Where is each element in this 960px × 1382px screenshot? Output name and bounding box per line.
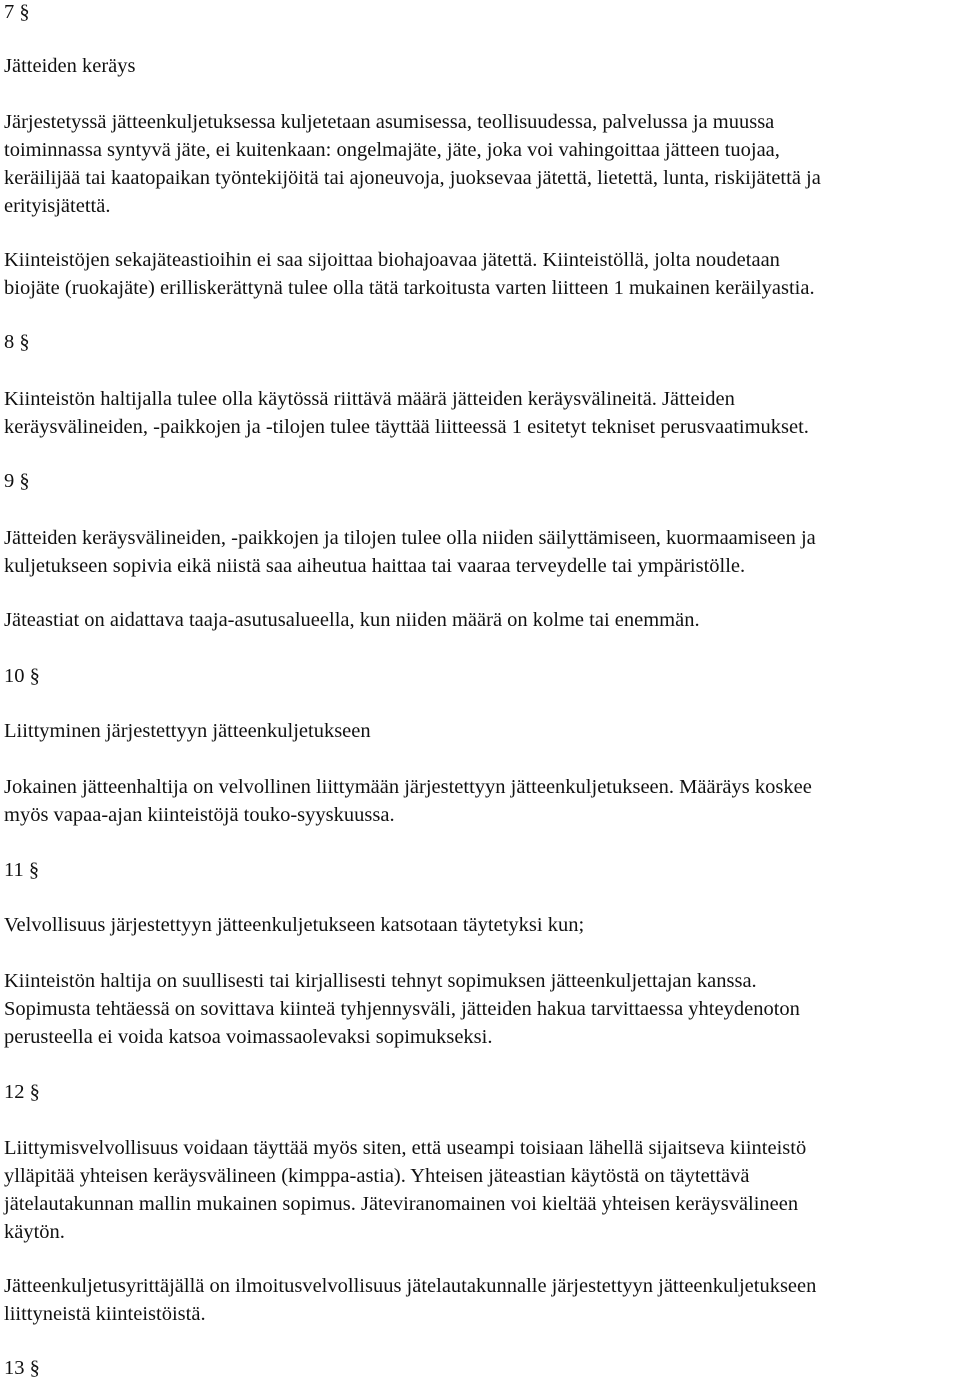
text-line: Jätteenkuljetusyrittäjällä on ilmoitusvelvollisuus jätelautakunnalle järjestettyyn jätteenkuljetukseen: [4, 1275, 817, 1297]
text-line: ylläpitää yhteisen keräysvälineen (kimppa-astia). Yhteisen jäteastian käytöstä on täytettävä: [4, 1165, 750, 1187]
section-9-paragraph-1: [4, 524, 958, 580]
text-line: Kiinteistön haltijalla tulee olla käytössä riittävä määrä jätteiden keräysvälineitä. Jätteiden: [4, 388, 735, 410]
section-heading: 12 §: [4, 1081, 40, 1103]
text-line: myös vapaa-ajan kiinteistöjä touko-syyskuussa.: [4, 804, 395, 826]
text-line: biojäte (ruokajäte) erilliskerättynä tulee olla tätä tarkoitusta varten liitteen 1 mukainen keräilyastia.: [4, 277, 815, 299]
section-12-paragraph-1: [4, 1134, 958, 1246]
text-line: perusteella ei voida katsoa voimassaolevaksi sopimukseksi.: [4, 1026, 493, 1048]
section-heading: 13 §: [4, 1357, 40, 1379]
text-line: Kiinteistön haltija on suullisesti tai kirjallisesti tehnyt sopimuksen jätteenkuljettajan kanssa.: [4, 970, 757, 992]
text-line: Jokainen jätteenhaltija on velvollinen liittymään järjestettyyn jätteenkuljetukseen. Määräys koskee: [4, 776, 812, 798]
section-10-heading: [4, 662, 958, 690]
section-9-heading: [4, 467, 958, 495]
text-line: Jäteastiat on aidattava taaja-asutusalueella, kun niiden määrä on kolme tai enemmän.: [4, 609, 700, 631]
section-title: Liittyminen järjestettyyn jätteenkuljetukseen: [4, 720, 371, 742]
text-line: Järjestetyssä jätteenkuljetuksessa kuljetetaan asumisessa, teollisuudessa, palvelussa ja muussa: [4, 111, 775, 133]
text-line: Liittymisvelvollisuus voidaan täyttää myös siten, että useampi toisiaan lähellä sijaitseva kiinteistö: [4, 1137, 807, 1159]
section-11-paragraph-1: [4, 911, 958, 939]
text-line: keräysvälineiden, -paikkojen ja -tilojen tulee täyttää liitteessä 1 esitetyt tekniset perusvaatimukset.: [4, 416, 809, 438]
text-line: Jätteiden keräysvälineiden, -paikkojen ja tilojen tulee olla niiden säilyttämiseen, kuormaamiseen ja: [4, 527, 816, 549]
section-12-heading: [4, 1078, 958, 1106]
section-title: Jätteiden keräys: [4, 55, 136, 77]
text-line: Velvollisuus järjestettyyn jätteenkuljetukseen katsotaan täytetyksi kun;: [4, 914, 585, 936]
section-heading: 9 §: [4, 470, 30, 492]
text-line: Kiinteistöjen sekajäteastioihin ei saa sijoittaa biohajoavaa jätettä. Kiinteistöllä, jolta noudetaan: [4, 249, 780, 271]
section-10-paragraph-1: [4, 773, 958, 829]
section-heading: 11 §: [4, 859, 40, 881]
section-7-heading: [4, 0, 958, 26]
section-heading: 8 §: [4, 331, 30, 353]
section-11-paragraph-2: [4, 967, 958, 1051]
section-7-paragraph-1: [4, 108, 958, 220]
text-line: kuljetukseen sopivia eikä niistä saa aiheutua haittaa tai vaaraa terveydelle tai ympäristölle.: [4, 555, 746, 577]
section-7-paragraph-2: [4, 246, 958, 302]
text-line: erityisjätettä.: [4, 195, 111, 217]
text-line: jätelautakunnan mallin mukainen sopimus. Jäteviranomainen voi kieltää yhteisen keräysvälineen: [4, 1193, 799, 1215]
text-line: Sopimusta tehtäessä on sovittava kiinteä tyhjennysväli, jätteiden hakua tarvittaessa yhteydenoton: [4, 998, 800, 1020]
section-11-heading: [4, 856, 958, 884]
section-10-title: [4, 717, 958, 745]
section-13-heading: [4, 1354, 958, 1382]
section-7-title: [4, 52, 958, 80]
section-8-paragraph-1: [4, 385, 958, 441]
section-12-paragraph-2: [4, 1272, 958, 1328]
text-line: liittyneistä kiinteistöistä.: [4, 1303, 206, 1325]
section-8-heading: [4, 328, 958, 356]
section-heading: 7 §: [4, 1, 30, 23]
text-line: keräilijää tai kaatopaikan työntekijöitä tai ajoneuvoja, juoksevaa jätettä, lietettä, lunta, riskijätettä ja: [4, 167, 821, 189]
text-line: toiminnassa syntyvä jäte, ei kuitenkaan: ongelmajäte, jäte, joka voi vahingoittaa jätteen tuojaa,: [4, 139, 780, 161]
section-9-paragraph-2: [4, 606, 958, 634]
text-line: käytön.: [4, 1221, 65, 1243]
section-heading: 10 §: [4, 665, 40, 687]
